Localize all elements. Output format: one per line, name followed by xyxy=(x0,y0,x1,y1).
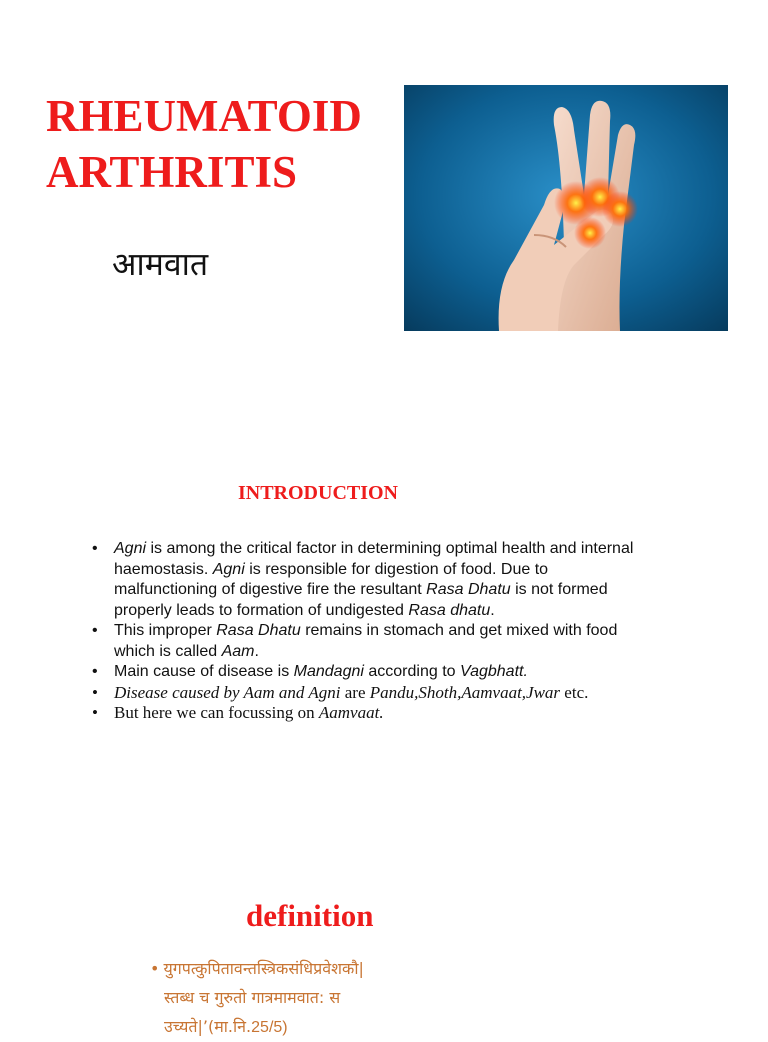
shloka-line-3: उच्यते|’(मा.नि.25/5) xyxy=(164,1017,288,1036)
slide-title xyxy=(46,88,362,200)
hero-image xyxy=(404,85,728,331)
shloka-reference: 25/5) xyxy=(251,1019,288,1036)
shloka-line-1: • युगपत्कुपितावन्तस्त्रिकसंधिप्रवेशकौ| xyxy=(150,959,364,978)
bullet-icon: • xyxy=(92,682,98,702)
bullet-icon: • xyxy=(92,703,98,722)
shloka-line-2: स्तब्ध च गुरुतो गात्रमामवात: स xyxy=(164,988,341,1007)
list-item: • Main cause of disease is Mandagni according to Vagbhatt. xyxy=(92,662,652,683)
bullet-icon: • xyxy=(92,622,98,639)
bullet-icon: • xyxy=(92,540,98,557)
list-item: • This improper Rasa Dhatu remains in stomach and get mixed with food which is called Aam. xyxy=(92,622,618,660)
introduction-list xyxy=(92,539,652,724)
list-item: • But here we can focussing on Aamvaat. xyxy=(92,703,384,722)
bullet-icon: • xyxy=(150,959,160,978)
list-item: • Agni is among the critical factor in determining optimal health and internal haemostasis. Agni is responsible for digestion of food. Due to malfunctioning of digestive fire the resultant Rasa Dhatu is not formed properly leads to formation of undigested Rasa dhatu. xyxy=(92,540,634,619)
hindi-title: आमवात xyxy=(112,245,209,283)
bullet-icon: • xyxy=(92,663,98,680)
definition-heading: definition xyxy=(246,898,374,933)
title-line-1: RHEUMATOID xyxy=(46,91,362,141)
title-line-2: ARTHRITIS xyxy=(46,147,297,197)
introduction-heading: INTRODUCTION xyxy=(237,482,399,504)
list-item: • Disease caused by Aam and Agni are Pandu,Shoth,Aamvaat,Jwar etc. xyxy=(92,682,589,702)
inflamed-hand-joints-image xyxy=(404,85,728,331)
definition-shloka xyxy=(150,954,410,1042)
